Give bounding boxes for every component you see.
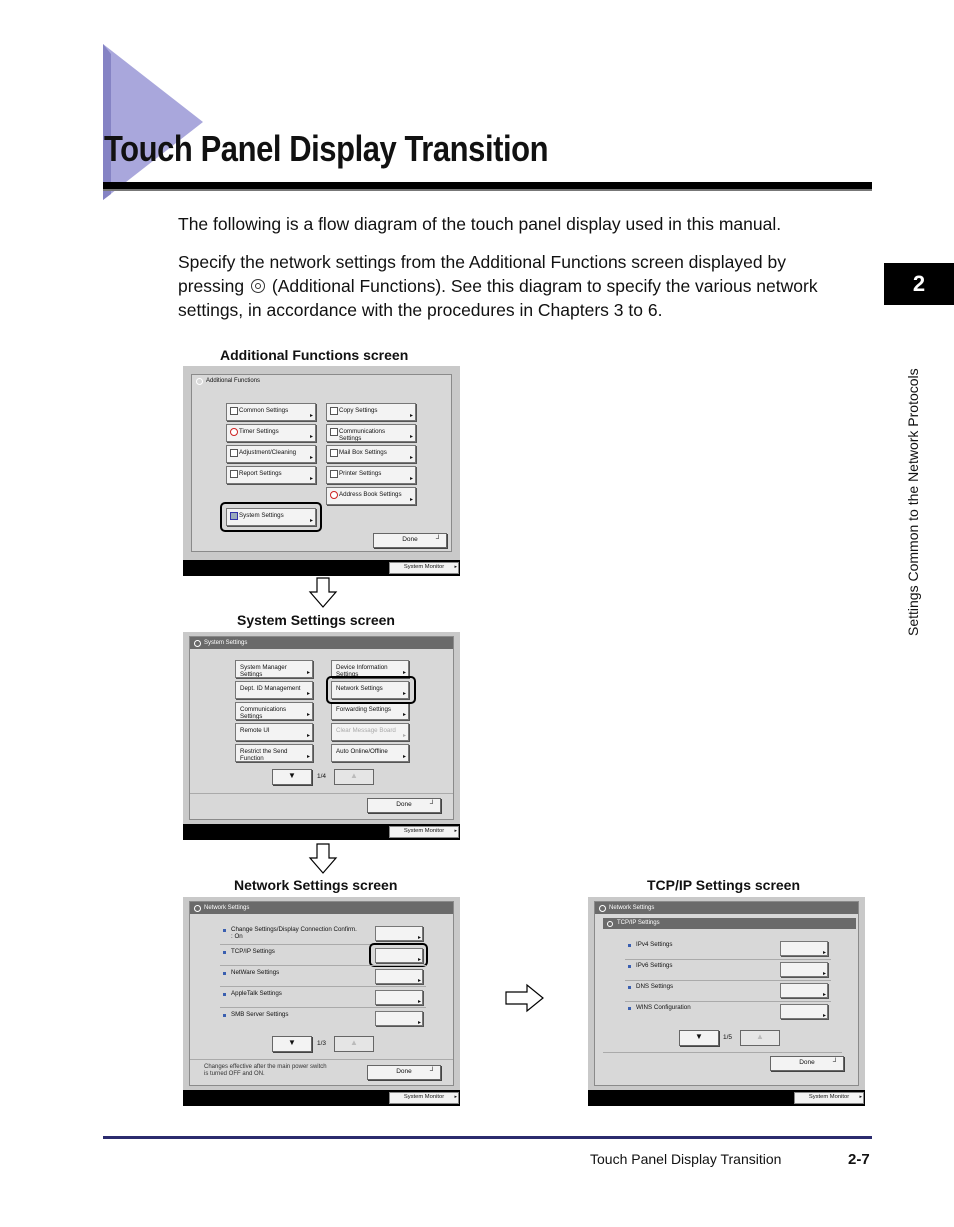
page-indicator: 1/3 xyxy=(317,1040,327,1047)
list-bullet xyxy=(628,1007,631,1010)
intro-line-2a: pressing xyxy=(178,276,245,296)
page-up-button[interactable]: ▲ xyxy=(334,1036,374,1052)
system-monitor-button[interactable]: System Monitor ▸ xyxy=(389,562,459,574)
page-up-button[interactable]: ▲ xyxy=(740,1030,780,1046)
page-down-button[interactable]: ▼ xyxy=(679,1030,719,1046)
smb-server-settings-button[interactable] xyxy=(375,1011,423,1026)
common-settings-button[interactable]: Common Settings ▸ xyxy=(226,403,316,421)
list-bullet xyxy=(628,965,631,968)
footer-rule xyxy=(103,1136,872,1139)
change-settings-button[interactable] xyxy=(375,926,423,941)
remote-ui-button[interactable]: Remote UI ▸ xyxy=(235,723,313,741)
row-divider xyxy=(625,1001,831,1002)
row-divider xyxy=(625,959,831,960)
page-indicator: 1/5 xyxy=(723,1034,733,1041)
appletalk-settings-label: AppleTalk Settings xyxy=(231,990,282,997)
change-settings-label: Change Settings/Display Connection Confirm. : On xyxy=(231,926,357,940)
title-rule xyxy=(103,182,872,189)
intro-paragraph-1: The following is a flow diagram of the touch panel display used in this manual. xyxy=(178,214,782,234)
screen-header: Additional Functions xyxy=(192,375,451,387)
row-divider xyxy=(220,986,426,987)
netware-settings-label: NetWare Settings xyxy=(231,969,280,976)
ipv6-settings-label: IPv6 Settings xyxy=(636,962,673,969)
row-divider xyxy=(220,965,426,966)
intro-paragraph-2 xyxy=(178,250,878,322)
restrict-send-function-button[interactable]: Restrict the Send Function ▸ xyxy=(235,744,313,762)
report-settings-button[interactable]: Report Settings ▸ xyxy=(226,466,316,484)
communications-settings-button[interactable]: Communications Settings ▸ xyxy=(235,702,313,720)
tcpip-settings-screen xyxy=(588,897,865,1090)
flow-arrow-right-icon xyxy=(505,983,545,1013)
netware-settings-button[interactable] xyxy=(375,969,423,984)
system-monitor-button[interactable]: System Monitor ▸ xyxy=(389,826,459,838)
done-button[interactable]: Done ┘ xyxy=(367,798,441,813)
title-rule-shadow xyxy=(103,189,872,191)
power-cycle-note: Changes effective after the main power switch is turned OFF and ON. xyxy=(204,1064,327,1077)
list-bullet xyxy=(628,944,631,947)
row-divider xyxy=(625,980,831,981)
screen-header: System Settings xyxy=(190,637,453,649)
sub-header: TCP/IP Settings xyxy=(603,918,856,929)
caption-network-settings: Network Settings screen xyxy=(234,877,398,893)
network-settings-screen xyxy=(183,897,460,1090)
list-bullet xyxy=(223,993,226,996)
page-title: Touch Panel Display Transition xyxy=(104,128,549,169)
list-bullet xyxy=(223,951,226,954)
auto-online-offline-button[interactable]: Auto Online/Offline ▸ xyxy=(331,744,409,762)
list-bullet xyxy=(223,1014,226,1017)
printer-icon xyxy=(330,470,338,478)
clear-message-board-button[interactable]: Clear Message Board ▸ xyxy=(331,723,409,741)
system-settings-screen xyxy=(183,632,460,824)
system-settings-highlight xyxy=(220,502,322,532)
footer-divider xyxy=(190,1059,453,1060)
intro-line-1: Specify the network settings from the Additional Functions screen displayed by xyxy=(178,252,786,272)
tcpip-settings-panel xyxy=(594,901,859,1086)
wins-configuration-label: WINS Configuration xyxy=(636,1004,691,1011)
list-bullet xyxy=(223,929,226,932)
flow-arrow-down-icon xyxy=(308,577,338,609)
printer-settings-button[interactable]: Printer Settings ▸ xyxy=(326,466,416,484)
network-settings-panel xyxy=(189,901,454,1086)
system-monitor-button[interactable]: System Monitor ▸ xyxy=(389,1092,459,1104)
system-manager-settings-button[interactable]: System Manager Settings ▸ xyxy=(235,660,313,678)
done-button[interactable]: Done ┘ xyxy=(373,533,447,548)
address-book-settings-button[interactable]: Address Book Settings ▸ xyxy=(326,487,416,505)
network-settings-button[interactable]: Network Settings ▸ xyxy=(331,681,409,699)
caption-additional-functions: Additional Functions screen xyxy=(220,347,409,363)
ipv6-settings-button[interactable] xyxy=(780,962,828,977)
footer-page-number: 2-7 xyxy=(848,1151,870,1168)
network-settings-highlight xyxy=(326,676,416,704)
dept-id-management-button[interactable]: Dept. ID Management ▸ xyxy=(235,681,313,699)
system-settings-panel xyxy=(189,636,454,820)
list-bullet xyxy=(628,986,631,989)
smb-server-settings-label: SMB Server Settings xyxy=(231,1011,289,1018)
common-settings-icon xyxy=(230,407,238,415)
forwarding-settings-button[interactable]: Forwarding Settings ▸ xyxy=(331,702,409,720)
mail-box-settings-button[interactable]: Mail Box Settings ▸ xyxy=(326,445,416,463)
page-down-button[interactable]: ▼ xyxy=(272,1036,312,1052)
additional-functions-panel xyxy=(191,374,452,552)
flow-arrow-down-icon xyxy=(308,843,338,875)
report-icon xyxy=(230,470,238,478)
ipv4-settings-label: IPv4 Settings xyxy=(636,941,673,948)
system-monitor-button[interactable]: System Monitor ▸ xyxy=(794,1092,864,1104)
adjustment-icon xyxy=(230,449,238,457)
appletalk-settings-button[interactable] xyxy=(375,990,423,1005)
device-information-settings-button[interactable]: Device Information Settings ▸ xyxy=(331,660,409,678)
wins-configuration-button[interactable] xyxy=(780,1004,828,1019)
adjustment-cleaning-button[interactable]: Adjustment/Cleaning ▸ xyxy=(226,445,316,463)
screen-header: Network Settings xyxy=(595,902,858,914)
communications-icon xyxy=(330,428,338,436)
screen-header: Network Settings xyxy=(190,902,453,914)
additional-functions-icon xyxy=(251,279,265,293)
ipv4-settings-button[interactable] xyxy=(780,941,828,956)
communications-settings-button[interactable]: Communications Settings ▸ xyxy=(326,424,416,442)
row-divider xyxy=(220,1007,426,1008)
page-indicator: 1/4 xyxy=(317,773,327,780)
intro-line-3: settings, in accordance with the procedures in Chapters 3 to 6. xyxy=(178,300,663,320)
copy-settings-button[interactable]: Copy Settings ▸ xyxy=(326,403,416,421)
chapter-triangle-decoration xyxy=(103,44,203,200)
done-button[interactable]: Done ┘ xyxy=(770,1056,844,1071)
address-book-icon xyxy=(330,491,338,499)
dns-settings-button[interactable] xyxy=(780,983,828,998)
page-up-button[interactable]: ▲ xyxy=(334,769,374,785)
tcpip-settings-highlight xyxy=(369,943,428,967)
additional-functions-screen xyxy=(183,366,460,560)
chapter-number-tab: 2 xyxy=(884,263,954,305)
tcpip-settings-label: TCP/IP Settings xyxy=(231,948,275,955)
chapter-side-title: Settings Common to the Network Protocols xyxy=(905,368,921,636)
timer-icon xyxy=(230,428,238,436)
mail-box-icon xyxy=(330,449,338,457)
intro-line-2b: (Additional Functions). See this diagram to specify the various network xyxy=(271,276,818,296)
page-down-button[interactable]: ▼ xyxy=(272,769,312,785)
timer-settings-button[interactable]: Timer Settings ▸ xyxy=(226,424,316,442)
list-bullet xyxy=(223,972,226,975)
system-settings-button[interactable]: System Settings ▸ xyxy=(226,508,316,526)
intro-line-2 xyxy=(178,274,878,298)
footer-divider xyxy=(603,1052,842,1053)
done-button[interactable]: Done ┘ xyxy=(367,1065,441,1080)
copy-icon xyxy=(330,407,338,415)
footer-section-title: Touch Panel Display Transition xyxy=(590,1151,782,1167)
dns-settings-label: DNS Settings xyxy=(636,983,674,990)
caption-tcpip-settings: TCP/IP Settings screen xyxy=(647,877,801,893)
footer-divider xyxy=(190,793,453,794)
caption-system-settings: System Settings screen xyxy=(237,612,395,628)
